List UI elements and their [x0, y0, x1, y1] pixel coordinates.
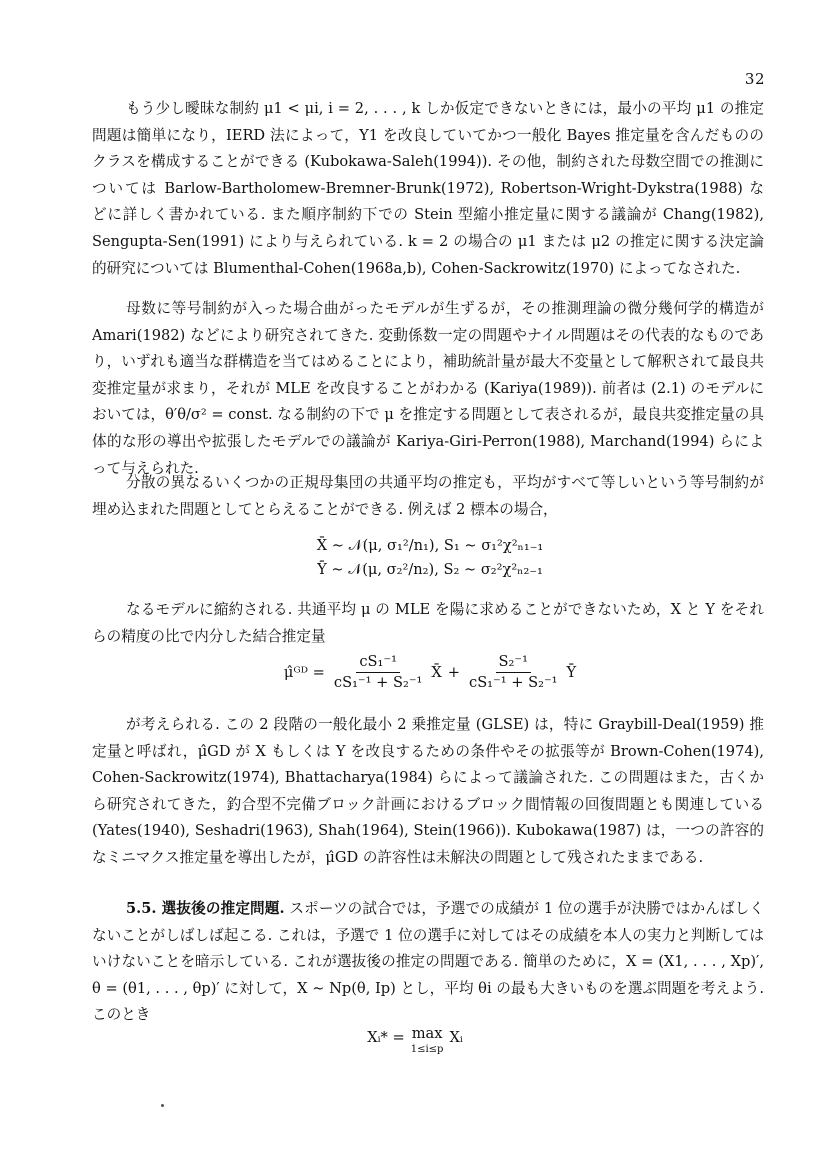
graybill-deal-formula [280, 652, 580, 693]
gd-fraction-1 [331, 652, 425, 693]
max-operator [411, 1026, 444, 1058]
max-lhs: Xᵢ* = [367, 1029, 405, 1046]
model-formula-x: X̄ ∼ 𝒩(μ, σ₁²/n₁), S₁ ∼ σ₁²χ²ₙ₁₋₁ [316, 537, 544, 554]
max-operator-subscript: 1≤i≤p [410, 1044, 444, 1055]
paragraph-selection-estimation-text: スポーツの試合では，予選での成績が 1 位の選手が決勝ではかんばしくないことがしばしば起こる. これは，予選で 1 位の選手に対してはその成績を本人の実力と判断してはいけないことを暗示している. これが選抜後の推定の問題である. 簡単のために，X = (X1, . . . , Xp)′, θ = (θ1, . . . , θp)′ に対して，X ∼ Np(θ, Ip) とし，平均 θi の最も大きいものを選ぶ問題を考えよう. このとき [92, 900, 764, 1024]
paragraph-combined-estimator: なるモデルに縮約される. 共通平均 μ の MLE を陽に求めることができないため，X と Y をそれらの精度の比で内分した結合推定量 [92, 601, 764, 645]
model-formula-block [300, 534, 560, 582]
scan-speck [161, 1104, 164, 1107]
page-number: 32 [744, 70, 765, 88]
paragraph-graybill-deal: が考えられる. この 2 段階の一般化最小 2 乗推定量 (GLSE) は，特に Graybill-Deal(1959) 推定量と呼ばれ，μ̂GD が X もしくは Y を改良するための条件やその拡張等が Brown-Cohen(1974), Cohen-Sackrowitz(1974), Bhattacharya(1984) らによって議論された. この問題はまた，古くから研究されてきた，釣合型不完備ブロック計画におけるブロック間情報の回復問題とも関連している (Yates(1940), Seshadri(1963), Shah(1964), Stein(1966)). Kubokawa(1987) は，一つの許容的なミニマクス推定量を導出したが，μ̂GD の許容性は未解決の問題として残されたままである. [92, 716, 764, 866]
gd-fraction-1-denominator: cS₁⁻¹ + S₂⁻¹ [333, 674, 423, 691]
gd-fraction-2-denominator: cS₁⁻¹ + S₂⁻¹ [469, 674, 558, 691]
model-formula-y: Ȳ ∼ 𝒩(μ, σ₂²/n₂), S₂ ∼ σ₂²χ²ₙ₂₋₁ [317, 561, 543, 578]
gd-var-y: Ȳ [566, 663, 577, 681]
paragraph-restricted-parameter: もう少し曖昧な制約 μ1 < μi, i = 2, . . . , k しか仮定できないときには，最小の平均 μ1 の推定問題は簡単になり，IERD 法によって，Y1 を改良していてかつ一般化 Bayes 推定量を含んだもののクラスを構成することができる (Kubokawa-Saleh(1994)). その他，制約された母数空間での推測については Barlow-Bartholomew-Bremner-Brunk(1972), Robertson-Wright-Dykstra(1988) などに詳しく書かれている. また順序制約下での Stein 型縮小推定量に関する議論が Chang(1982), Sengupta-Sen(1991) により与えられている. k = 2 の場合の μ1 または μ2 の推定に関する決定論的研究については Blumenthal-Cohen(1968a,b), Cohen-Sackrowitz(1970) によってなされた. [92, 100, 764, 277]
gd-lhs: μ̂ᴳᴰ = [283, 663, 325, 681]
gd-plus: + [447, 663, 461, 681]
max-formula [330, 1026, 500, 1058]
gd-fraction-1-numerator: cS₁⁻¹ [356, 652, 400, 673]
section-heading: 5.5. 選抜後の推定問題. [126, 900, 285, 917]
gd-fraction-2 [466, 652, 560, 693]
gd-fraction-2-numerator: S₂⁻¹ [496, 652, 531, 673]
paragraph-equality-constraint: 母数に等号制約が入った場合曲がったモデルが生ずるが，その推測理論の微分幾何学的構造が Amari(1982) などにより研究されてきた. 変動係数一定の問題やナイル問題はその代表的なものであり，いずれも適当な群構造を当てはめることにより，補助統計量が最大不変量として解釈されて最良共変推定量が求まり，それが MLE を改良することがわかる (Kariya(1989)). 前者は (2.1) のモデルにおいては，θ′θ/σ² = const. なる制約の下で μ を推定する問題として表されるが，最良共変推定量の具体的な形の導出や拡張したモデルでの議論が Kariya-Giri-Perron(1988), Marchand(1994) らによって与えられた. [92, 300, 764, 477]
gd-var-x: X̄ [431, 663, 442, 681]
max-var: Xᵢ [449, 1029, 463, 1046]
paragraph-selection-estimation [92, 896, 764, 1029]
max-operator-symbol: max [411, 1025, 443, 1042]
paragraph-common-mean: 分散の異なるいくつかの正規母集団の共通平均の推定も，平均がすべて等しいという等号制約が埋め込まれた問題としてとらえることができる. 例えば 2 標本の場合， [92, 474, 764, 518]
